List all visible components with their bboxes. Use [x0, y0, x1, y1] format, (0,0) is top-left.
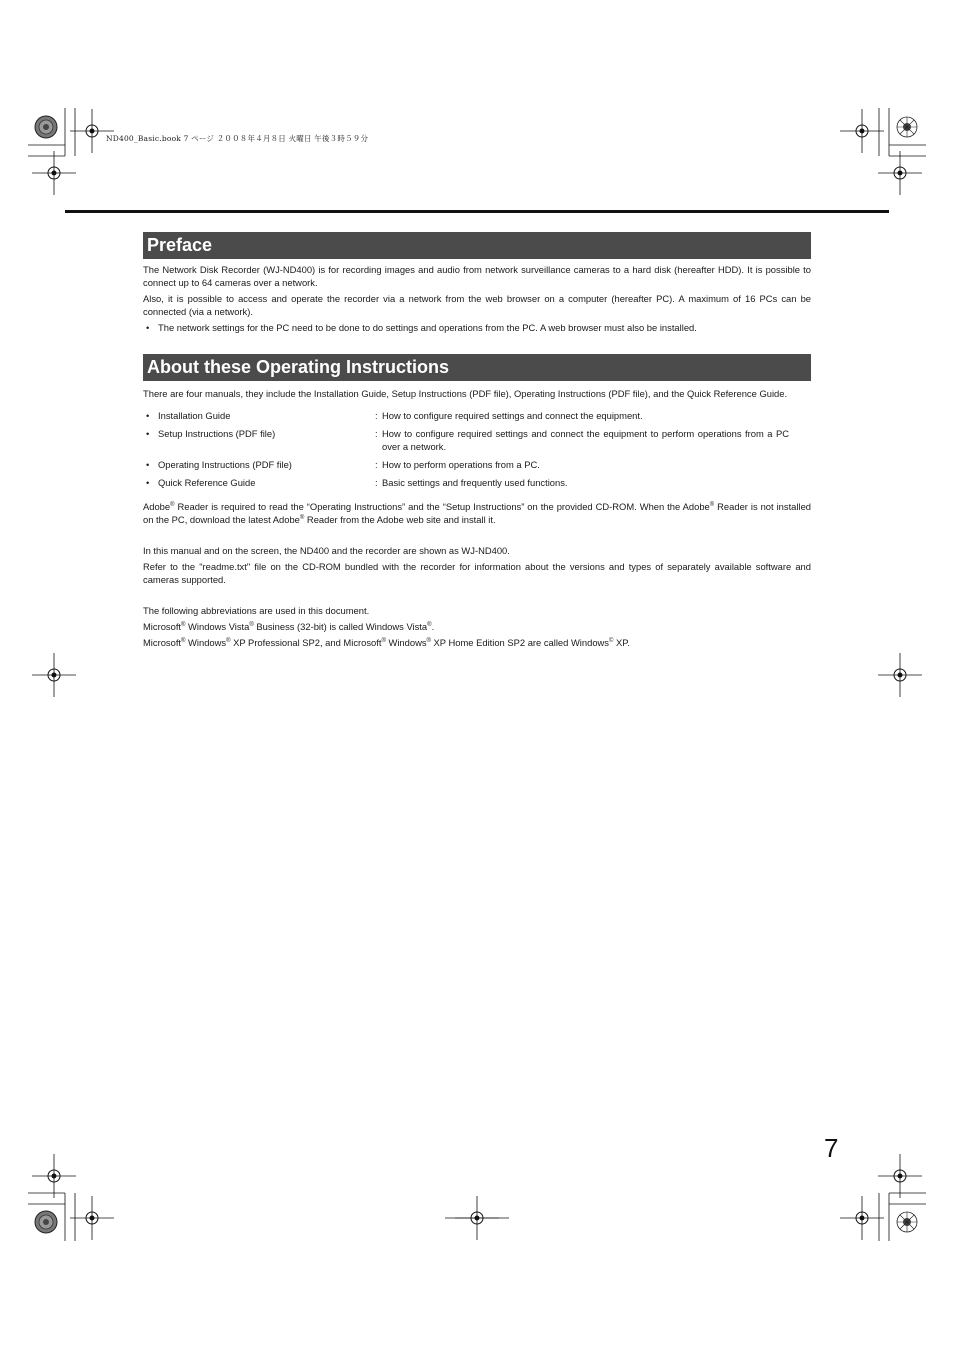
preface-bullet: • The network settings for the PC need to be done to do settings and operations from the PC. A web browser must also be installed. [143, 321, 811, 334]
text-run: Microsoft [143, 637, 182, 648]
manual-name: • Quick Reference Guide [143, 476, 375, 489]
registered-mark: ® [181, 622, 186, 628]
abbreviation-vista [143, 620, 811, 633]
manual-name: • Installation Guide [143, 409, 375, 422]
text-run: Windows Vista [185, 621, 250, 632]
page-content [143, 232, 811, 649]
manual-colon: : [375, 410, 378, 421]
manual-description: Basic settings and frequently used functions. [382, 477, 568, 488]
registered-mark: ® [709, 502, 715, 508]
registration-cross-icon [878, 151, 922, 195]
text-run: XP Professional SP2, and Microsoft [230, 637, 382, 648]
adobe-reader-note [143, 500, 811, 526]
list-item [143, 427, 811, 453]
manual-colon: : [375, 428, 378, 439]
registration-cross-icon [878, 1154, 922, 1198]
registered-mark: ® [170, 502, 175, 508]
about-intro: There are four manuals, they include the Installation Guide, Setup Instructions (PDF file), Operating Instructions (PDF file), and the Quick Reference Guide. [143, 388, 788, 399]
page-number: 7 [824, 1133, 839, 1163]
abbreviations-intro: The following abbreviations are used in this document. [143, 605, 370, 616]
section-heading-about: About these Operating Instructions [143, 354, 811, 381]
registered-mark: ® [226, 638, 231, 644]
registered-mark: ® [249, 622, 254, 628]
text-run: Reader from the Adobe web site and install it. [304, 514, 496, 525]
manual-colon: : [375, 459, 378, 470]
registration-burst-icon [897, 1212, 917, 1232]
preface-paragraph-1: The Network Disk Recorder (WJ-ND400) is for recording images and audio from network surveillance cameras to a hard disk (hereafter HDD). It is possible to connect up to 64 cameras over a network. [143, 264, 811, 288]
text-run: Reader is required to read the “Operating Instructions” and the “Setup Instructions” on the provided CD-ROM. When the Adobe [174, 501, 710, 512]
registration-cross-icon [840, 1196, 884, 1240]
manual-name: • Setup Instructions (PDF file) [143, 427, 375, 453]
preface-paragraph-2: Also, it is possible to access and operate the recorder via a network from the web browser on a computer (hereafter PC). A maximum of 16 PCs can be connected (via a network). [143, 293, 811, 317]
registered-mark: ® [381, 638, 386, 644]
registered-mark: ® [426, 638, 431, 644]
registration-cross-icon [70, 1196, 114, 1240]
manual-list [143, 409, 811, 489]
manual-description: How to configure required settings and connect the equipment. [382, 410, 643, 421]
section-heading-preface: Preface [143, 232, 811, 259]
manual-description: How to configure required settings and connect the equipment to perform operations from a PC over a network. [382, 428, 789, 452]
text-run: Microsoft [143, 621, 182, 632]
manual-colon: : [375, 477, 378, 488]
text-run: Reader is not installed on the PC, download the latest Adobe [143, 501, 811, 525]
text-run: . [431, 621, 435, 632]
list-item [143, 458, 811, 471]
top-rule [65, 210, 889, 213]
shown-as-note: In this manual and on the screen, the ND400 and the recorder are shown as WJ-ND400. [143, 545, 510, 556]
manual-name: • Operating Instructions (PDF file) [143, 458, 375, 471]
list-item [143, 409, 811, 422]
text-run: XP Home Edition SP2 are called Windows [430, 637, 609, 648]
text-run: Business (32-bit) is called Windows Vista [253, 621, 428, 632]
registration-cross-icon [32, 1154, 76, 1198]
abbreviation-xp [143, 636, 811, 649]
registration-cross-icon [32, 151, 76, 195]
text-run: Windows [385, 637, 427, 648]
print-header-note: ND400_Basic.book 7 ページ ２００８年４月８日 火曜日 午後３時５９分 [106, 134, 369, 143]
registered-mark: ® [427, 622, 432, 628]
registration-cross-icon [70, 109, 114, 153]
copyright-mark: © [609, 638, 614, 644]
readme-note: Refer to the "readme.txt" file on the CD-ROM bundled with the recorder for information about the versions and types of separately available software and cameras supported. [143, 561, 811, 585]
registration-cross-icon [840, 109, 884, 153]
list-item [143, 476, 811, 489]
text-run: XP. [613, 637, 630, 648]
manual-description: How to perform operations from a PC. [382, 459, 540, 470]
registration-cross-icon [32, 653, 76, 697]
registration-burst-icon [897, 117, 917, 137]
registration-disc-icon [35, 1211, 57, 1233]
registration-disc-icon [35, 116, 57, 138]
registration-cross-icon [878, 653, 922, 697]
text-run: Adobe [143, 501, 171, 512]
registered-mark: ® [299, 515, 305, 521]
registered-mark: ® [181, 638, 186, 644]
text-run: Windows [185, 637, 227, 648]
